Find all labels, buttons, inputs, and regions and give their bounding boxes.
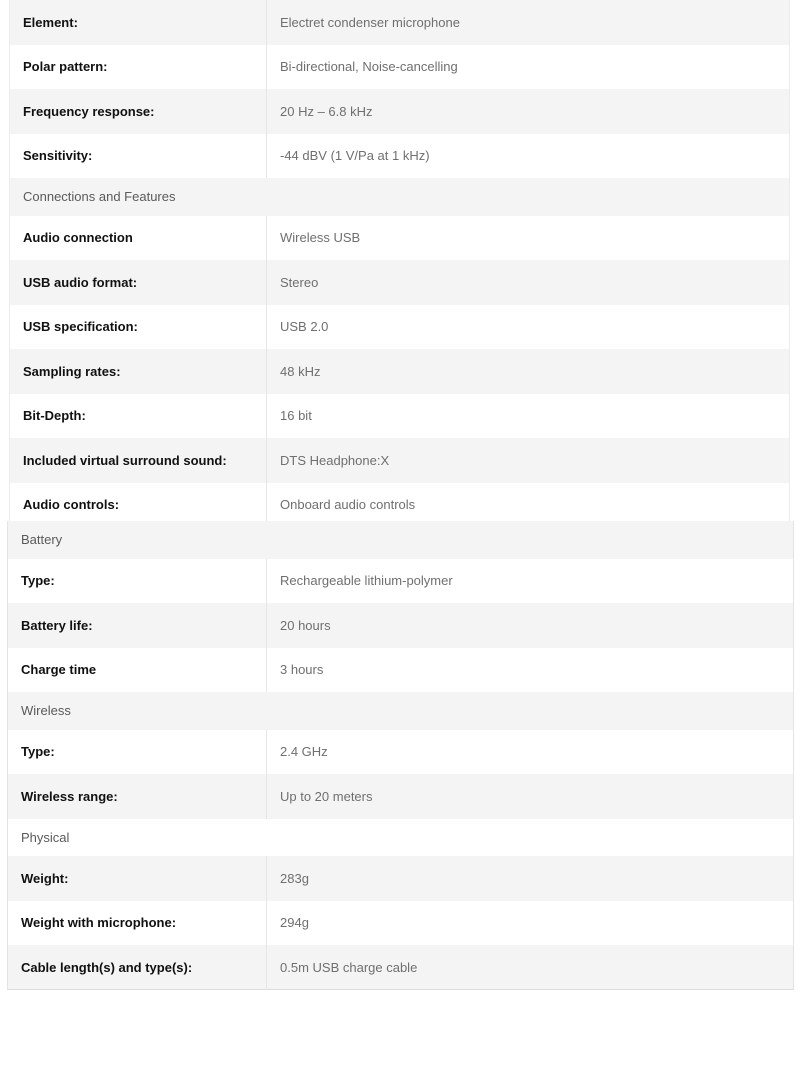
- spec-row-frequency-response: [10, 89, 790, 134]
- spec-value: USB 2.0: [267, 305, 790, 350]
- spec-label: Type:: [8, 730, 267, 775]
- spec-row-audio-connection: [10, 216, 790, 261]
- spec-label: Battery life:: [8, 603, 267, 648]
- spec-label: Frequency response:: [10, 89, 267, 134]
- spec-row-usb-audio-format: [10, 260, 790, 305]
- spec-label: Element:: [10, 0, 267, 45]
- spec-value: Bi-directional, Noise-cancelling: [267, 45, 790, 90]
- spec-label: Weight:: [8, 856, 267, 901]
- spec-value: DTS Headphone:X: [267, 438, 790, 483]
- spec-label: Bit-Depth:: [10, 394, 267, 439]
- spec-value: 294g: [267, 901, 794, 946]
- spec-row-wireless-range: [8, 774, 794, 819]
- spec-row-virtual-surround: [10, 438, 790, 483]
- spec-row-battery-life: [8, 603, 794, 648]
- spec-value: 20 Hz – 6.8 kHz: [267, 89, 790, 134]
- spec-table-audio: [9, 0, 790, 527]
- section-header-wireless: [8, 692, 794, 730]
- section-header-physical: [8, 819, 794, 857]
- spec-row-cable-length: [8, 945, 794, 990]
- section-title: Battery: [8, 521, 794, 559]
- spec-row-wireless-type: [8, 730, 794, 775]
- spec-value: 283g: [267, 856, 794, 901]
- spec-value: 16 bit: [267, 394, 790, 439]
- spec-label: USB specification:: [10, 305, 267, 350]
- spec-row-charge-time: [8, 648, 794, 693]
- section-header-battery: [8, 521, 794, 559]
- spec-row-weight-with-microphone: [8, 901, 794, 946]
- spec-label: Wireless range:: [8, 774, 267, 819]
- spec-value: Wireless USB: [267, 216, 790, 261]
- spec-row-battery-type: [8, 559, 794, 604]
- spec-value: Up to 20 meters: [267, 774, 794, 819]
- spec-value: 0.5m USB charge cable: [267, 945, 794, 990]
- spec-value: 2.4 GHz: [267, 730, 794, 775]
- spec-value: 20 hours: [267, 603, 794, 648]
- spec-label: Sampling rates:: [10, 349, 267, 394]
- spec-row-usb-specification: [10, 305, 790, 350]
- spec-label: Type:: [8, 559, 267, 604]
- section-header-connections: [10, 178, 790, 216]
- spec-row-weight: [8, 856, 794, 901]
- spec-label: Weight with microphone:: [8, 901, 267, 946]
- spec-value: Rechargeable lithium-polymer: [267, 559, 794, 604]
- spec-value: Electret condenser microphone: [267, 0, 790, 45]
- section-title: Physical: [8, 819, 794, 857]
- spec-label: Charge time: [8, 648, 267, 693]
- section-title: Wireless: [8, 692, 794, 730]
- spec-label: Audio controls:: [10, 483, 267, 528]
- spec-label: Included virtual surround sound:: [10, 438, 267, 483]
- spec-row-element: [10, 0, 790, 45]
- spec-row-sampling-rates: [10, 349, 790, 394]
- spec-value: 3 hours: [267, 648, 794, 693]
- spec-row-sensitivity: [10, 134, 790, 179]
- section-title: Connections and Features: [10, 178, 790, 216]
- spec-value: Onboard audio controls: [267, 483, 790, 528]
- spec-label: Cable length(s) and type(s):: [8, 945, 267, 990]
- spec-label: Audio connection: [10, 216, 267, 261]
- spec-label: Sensitivity:: [10, 134, 267, 179]
- spec-value: Stereo: [267, 260, 790, 305]
- spec-value: 48 kHz: [267, 349, 790, 394]
- spec-table-battery-wireless-physical: [7, 521, 794, 990]
- spec-row-bit-depth: [10, 394, 790, 439]
- spec-label: Polar pattern:: [10, 45, 267, 90]
- spec-value: -44 dBV (1 V/Pa at 1 kHz): [267, 134, 790, 179]
- spec-label: USB audio format:: [10, 260, 267, 305]
- spec-row-polar-pattern: [10, 45, 790, 90]
